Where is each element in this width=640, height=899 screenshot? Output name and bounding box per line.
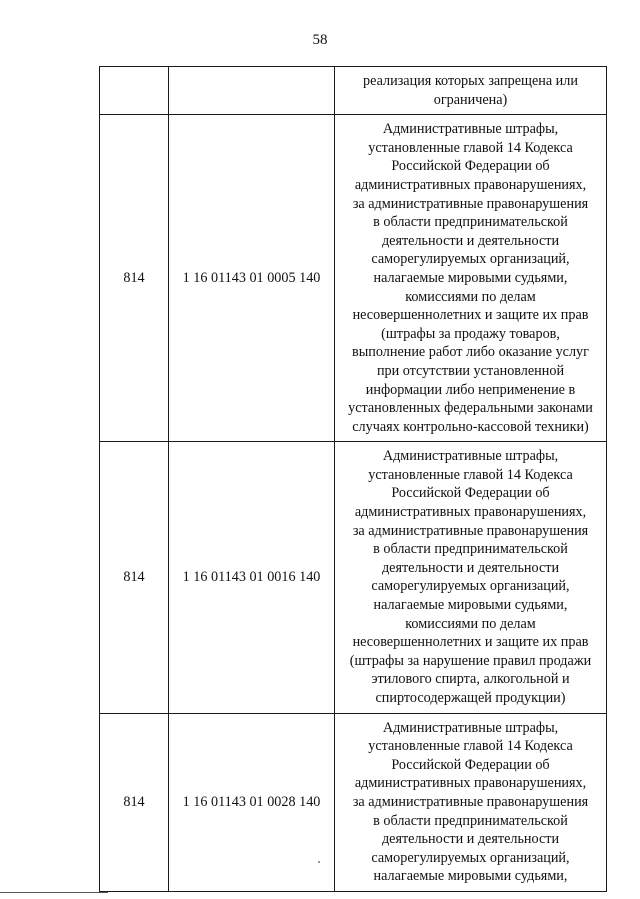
- budget-codes-table: [99, 66, 607, 892]
- scan-artifact-dot: [318, 861, 320, 863]
- description-line: в области предпринимательской: [373, 541, 568, 558]
- description-line: комиссиями по делам: [405, 288, 536, 305]
- description-cell: [335, 67, 607, 115]
- admin-code-cell: 814: [100, 442, 169, 713]
- description-line: информации либо неприменение в: [365, 381, 576, 398]
- description-line: налагаемые мировыми судьями,: [373, 868, 568, 885]
- description-line: спиртосодержащей продукции): [375, 690, 566, 706]
- description-line: ограничена): [433, 91, 508, 108]
- table-row: [100, 67, 607, 115]
- description-line: налагаемые мировыми судьями,: [373, 597, 568, 614]
- description-cell: [335, 115, 607, 442]
- table-row: [100, 713, 607, 891]
- description-line: в области предпринимательской: [373, 812, 568, 829]
- description-line: деятельности и деятельности: [381, 831, 560, 848]
- description-line: (штрафы за продажу товаров,: [381, 325, 560, 342]
- table-row: [100, 115, 607, 442]
- description-line: установленные главой 14 Кодекса: [368, 466, 573, 483]
- description-line: этилового спирта, алкогольной и: [371, 671, 570, 688]
- description-line: установленных федеральными законами: [348, 400, 593, 417]
- description-line: (штрафы за нарушение правил продажи: [349, 652, 592, 669]
- description-line: Административные штрафы,: [382, 448, 559, 465]
- description-line: установленные главой 14 Кодекса: [368, 139, 573, 156]
- page-number: 58: [312, 32, 328, 48]
- admin-code-cell: 814: [100, 115, 169, 442]
- description-line: саморегулируемых организаций,: [371, 578, 570, 595]
- description-line: несовершеннолетних и защите их прав: [352, 307, 589, 324]
- description-line: Российской Федерации об: [391, 158, 550, 175]
- budget-code-cell: 1 16 01143 01 0028 140: [169, 713, 335, 891]
- description-line: за административные правонарушения: [352, 793, 589, 810]
- description-line: установленные главой 14 Кодекса: [368, 738, 573, 755]
- description-line: Административные штрафы,: [382, 121, 559, 138]
- description-line: комиссиями по делам: [405, 615, 536, 632]
- scan-artifact-line: [0, 892, 108, 893]
- description-line: Административные штрафы,: [382, 719, 559, 736]
- admin-code-cell: 814: [100, 713, 169, 891]
- description-line: при отсутствии установленной: [376, 362, 565, 379]
- description-line: саморегулируемых организаций,: [371, 251, 570, 268]
- description-line: выполнение работ либо оказание услуг: [352, 344, 589, 361]
- description-line: несовершеннолетних и защите их прав: [352, 634, 589, 651]
- admin-code-cell: [100, 67, 169, 115]
- table-row: [100, 442, 607, 713]
- description-line: случаях контрольно-кассовой техники): [352, 418, 589, 435]
- table-body: [100, 67, 607, 892]
- description-line: в области предпринимательской: [373, 214, 568, 231]
- description-cell: [335, 713, 607, 891]
- description-line: за административные правонарушения: [352, 522, 589, 539]
- description-line: административных правонарушениях,: [354, 775, 587, 792]
- budget-code-cell: 1 16 01143 01 0016 140: [169, 442, 335, 713]
- description-line: Российской Федерации об: [391, 485, 550, 502]
- description-line: административных правонарушениях,: [354, 504, 587, 521]
- description-line: налагаемые мировыми судьями,: [373, 269, 568, 286]
- description-line: саморегулируемых организаций,: [371, 849, 570, 866]
- description-line: реализация которых запрещена или: [363, 73, 578, 89]
- description-line: деятельности и деятельности: [381, 232, 560, 249]
- description-cell: [335, 442, 607, 713]
- budget-code-cell: 1 16 01143 01 0005 140: [169, 115, 335, 442]
- description-line: административных правонарушениях,: [354, 176, 587, 193]
- budget-code-cell: [169, 67, 335, 115]
- description-line: деятельности и деятельности: [381, 559, 560, 576]
- description-line: Российской Федерации об: [391, 756, 550, 773]
- description-line: за административные правонарушения: [352, 195, 589, 212]
